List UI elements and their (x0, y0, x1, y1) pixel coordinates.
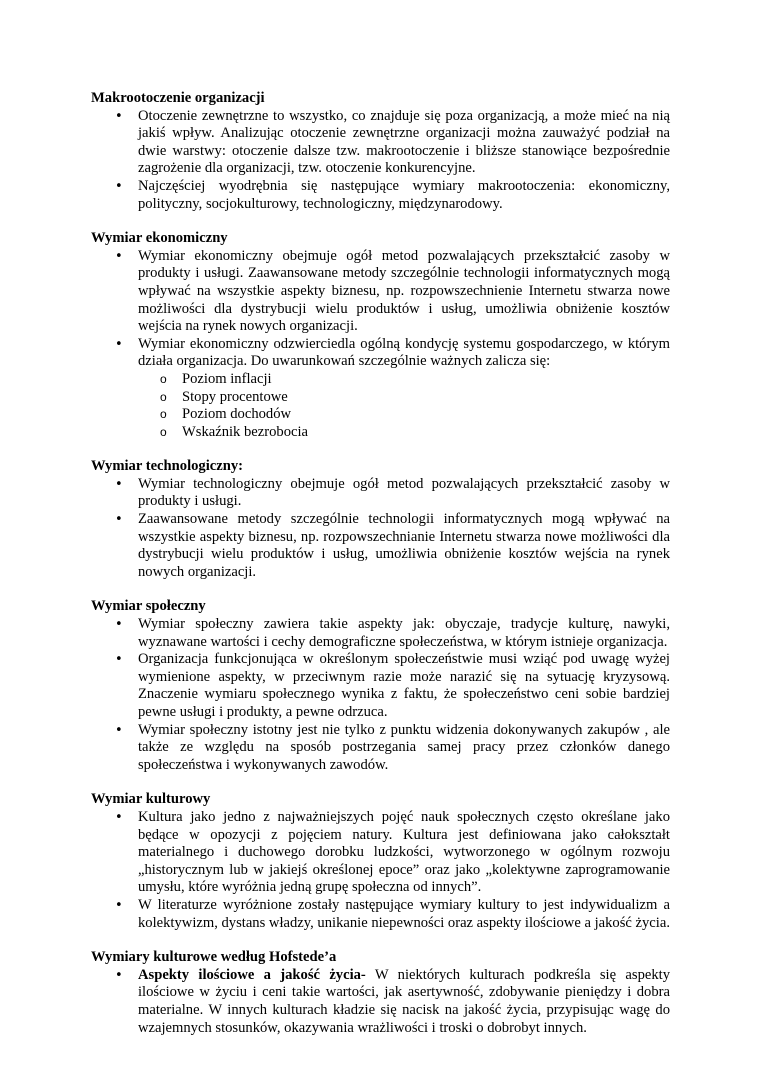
section-wymiar-technologiczny (91, 458, 670, 581)
section-heading: Wymiar ekonomiczny (91, 230, 228, 247)
bullet-list (91, 809, 670, 932)
section-heading: Wymiar społeczny (91, 598, 206, 615)
bullet-item (138, 336, 670, 442)
bullet-item (138, 967, 670, 1037)
bullet-item: • Zaawansowane metody szczególnie technologii informatycznych mogą wpływać na wszystkie aspekty biznesu, np. rozpowszechnianie Internetu stwarza nowe możliwości dla dystrybucji wielu produktów i usług, umożliwia obniżenie kosztów wejścia na rynek nowych organizacji. (138, 511, 670, 581)
section-heading: Wymiar kulturowy (91, 791, 211, 808)
bullet-item: • Wymiar technologiczny obejmuje ogół metod pozwalających przekształcić zasoby w produkty i usługi. (138, 476, 670, 511)
bullet-item: • Wymiar społeczny istotny jest nie tylko z punktu widzenia dokonywanych zakupów , ale także ze względu na sposób postrzegania samej pracy przez członków danego społeczeństwa i wykonywanych zawodów. (138, 722, 670, 775)
section-heading: Wymiar technologiczny: (91, 458, 243, 475)
sub-list (138, 371, 670, 441)
bullet-list (91, 248, 670, 442)
sub-item: o Poziom inflacji (182, 371, 670, 389)
section-heading: Makrootoczenie organizacji (91, 90, 265, 106)
section-wymiar-ekonomiczny (91, 230, 670, 441)
section-heading: Wymiary kulturowe według Hofstede’a (91, 949, 337, 966)
bullet-list (91, 476, 670, 582)
bullet-item: • Kultura jako jedno z najważniejszych pojęć nauk społecznych często określane jako będące w opozycji z pojęciem natury. Kultura jest definiowana jako całokształt materialnego i duchowego dorobku ludzkości, wytworzonego w ogólnym rozwoju „historycznym lub w jakiejś określonej epoce” oraz jako „kolektywne zaprogramowanie umysłu, które wyróżnia jedną grupę społeczna od innych”. (138, 809, 670, 897)
bullet-text: W niektórych kulturach podkreśla się aspekty ilościowe w życiu i ceni takie wartości, jak asertywność, zdobywanie pieniędzy i dobra materialne. W innych kulturach kładzie się nacisk na jakość życia, przypisując wagę do wzajemnych stosunków, okazywania wrażliwości i troski o dobrobyt innych. (138, 966, 670, 1036)
section-makrootoczenie (91, 90, 670, 213)
bullet-lead-term: Aspekty ilościowe a jakość życia- (138, 966, 366, 983)
bullet-text: Wymiar ekonomiczny odzwierciedla ogólną kondycję systemu gospodarczego, w którym działa organizacja. Do uwarunkowań szczególnie ważnych zalicza się: (138, 335, 670, 370)
sub-item: o Poziom dochodów (182, 406, 670, 424)
section-hofstede (91, 949, 670, 1037)
bullet-item: • Najczęściej wyodrębnia się następujące wymiary makrootoczenia: ekonomiczny, polityczny, socjokulturowy, technologiczny, międzynarodowy. (138, 178, 670, 213)
bullet-list (91, 108, 670, 214)
bullet-item: • Otoczenie zewnętrzne to wszystko, co znajduje się poza organizacją, a może mieć na nią jakiś wpływ. Analizując otoczenie zewnętrzne organizacji można zauważyć podział na dwie warstwy: otoczenie dalsze tzw. makrootoczenie i bliższe stanowiące bezpośrednie zagrożenie dla organizacji, tzw. otoczenie konkurencyjne. (138, 108, 670, 178)
bullet-list (91, 616, 670, 774)
section-wymiar-spoleczny (91, 598, 670, 774)
section-wymiar-kulturowy (91, 791, 670, 932)
sub-item: o Stopy procentowe (182, 389, 670, 407)
bullet-list (91, 967, 670, 1037)
sub-item: o Wskaźnik bezrobocia (182, 424, 670, 442)
bullet-item: • W literaturze wyróżnione zostały następujące wymiary kultury to jest indywidualizm a kolektywizm, dystans władzy, unikanie niepewności oraz aspekty ilościowe a jakość życia. (138, 897, 670, 932)
bullet-item: • Wymiar społeczny zawiera takie aspekty jak: obyczaje, tradycje kulturę, nawyki, wyznawane wartości i cechy demograficzne społeczeństwa, w którym istnieje organizacja. (138, 616, 670, 651)
bullet-item: • Wymiar ekonomiczny obejmuje ogół metod pozwalających przekształcić zasoby w produkty i usługi. Zaawansowane metody szczególnie technologii informatycznych mogą wpływać na wszystkie aspekty biznesu, np. rozpowszechnienie Internetu stwarza nowe możliwości dla dystrybucji wielu produktów i usług, umożliwia obniżenie kosztów wejścia na rynek nowych organizacji. (138, 248, 670, 336)
bullet-item: • Organizacja funkcjonująca w określonym społeczeństwie musi wziąć pod uwagę wyżej wymienione aspekty, w przeciwnym razie może narazić się na sytuację kryzysową. Znaczenie wymiaru społecznego wynika z faktu, że społeczeństwo ceni sobie bardziej pewne usługi i produkty, a pewne odrzuca. (138, 651, 670, 721)
